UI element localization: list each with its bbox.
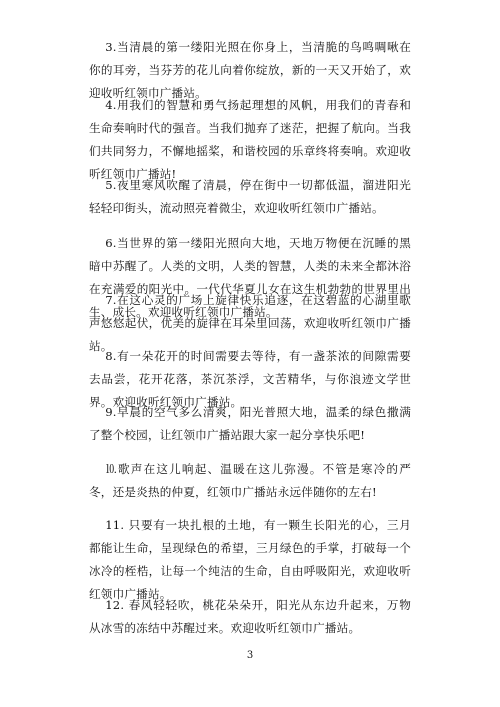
paragraph-3: 3.当清晨的第一缕阳光照在你身上，当清脆的鸟鸣啁啾在你的耳旁，当芬芳的花儿向着你绽放，新的一天又开始了，欢迎收听红领巾广播站。 <box>89 40 411 100</box>
paragraph-5: 5.夜里寒风吹醒了清晨，停在街中一切都低温，溜进阳光轻轻印街头，流动照亮着微尘，欢迎收听红领巾广播站。 <box>89 178 411 215</box>
paragraph-12: 12. 春风轻轻吹，桃花朵朵开，阳光从东边升起来，万物从冰雪的冻结中苏醒过来。欢迎收听红领巾广播站。 <box>89 598 411 635</box>
page-number: 3 <box>246 650 254 661</box>
paragraph-4: 4.用我们的智慧和勇气扬起理想的风帆，用我们的青春和生命奏响时代的强音。当我们抛弃了迷茫，把握了航向。当我们共同努力，不懈地摇桨，和谐校园的乐章终将奏响。欢迎收听红领巾广播站! <box>89 98 411 181</box>
paragraph-6: 6.当世界的第一缕阳光照向大地，天地万物便在沉睡的黑暗中苏醒了。人类的文明，人类的智慧，人类的未来全都沐浴 在充满爱的阳光中。一代代华夏儿女在这生机勃勃的世界里出生、成长。欢迎收听红领巾广播站。 <box>89 236 423 319</box>
paragraph-8: 8.有一朵花开的时间需要去等待，有一盏茶浓的间隙需要去品尝，花开花落，茶沉茶浮，文苦精华，与你浪迹文学世界。欢迎收听红领巾广播站。 <box>89 349 411 409</box>
paragraph-9: 9.早晨的空气多么清爽，阳光普照大地，温柔的绿色撒满了整个校园，让红领巾广播站跟大家一起分享快乐吧! <box>89 405 411 442</box>
paragraph-10: ⒑歌声在这儿响起、温暖在这儿弥漫。不管是寒冷的严冬，还是炎热的仲夏，红领巾广播站永远伴随你的左右! <box>89 462 411 499</box>
paragraph-11: 11. 只要有一块扎根的土地，有一颗生长阳光的心，三月都能让生命，呈现绿色的希望，三月绿色的手掌，打破每一个冰冷的桎梏，让每一个纯洁的生命，自由呼吸阳光，欢迎收听红领巾广播站。 <box>89 518 411 601</box>
paragraph-7: 7.在这心灵的广场上旋律快乐追逐，在这碧蓝的心湖里歌声悠悠起伏，优美的旋律在耳朵里回荡，欢迎收听红领巾广播站。 <box>89 293 411 353</box>
